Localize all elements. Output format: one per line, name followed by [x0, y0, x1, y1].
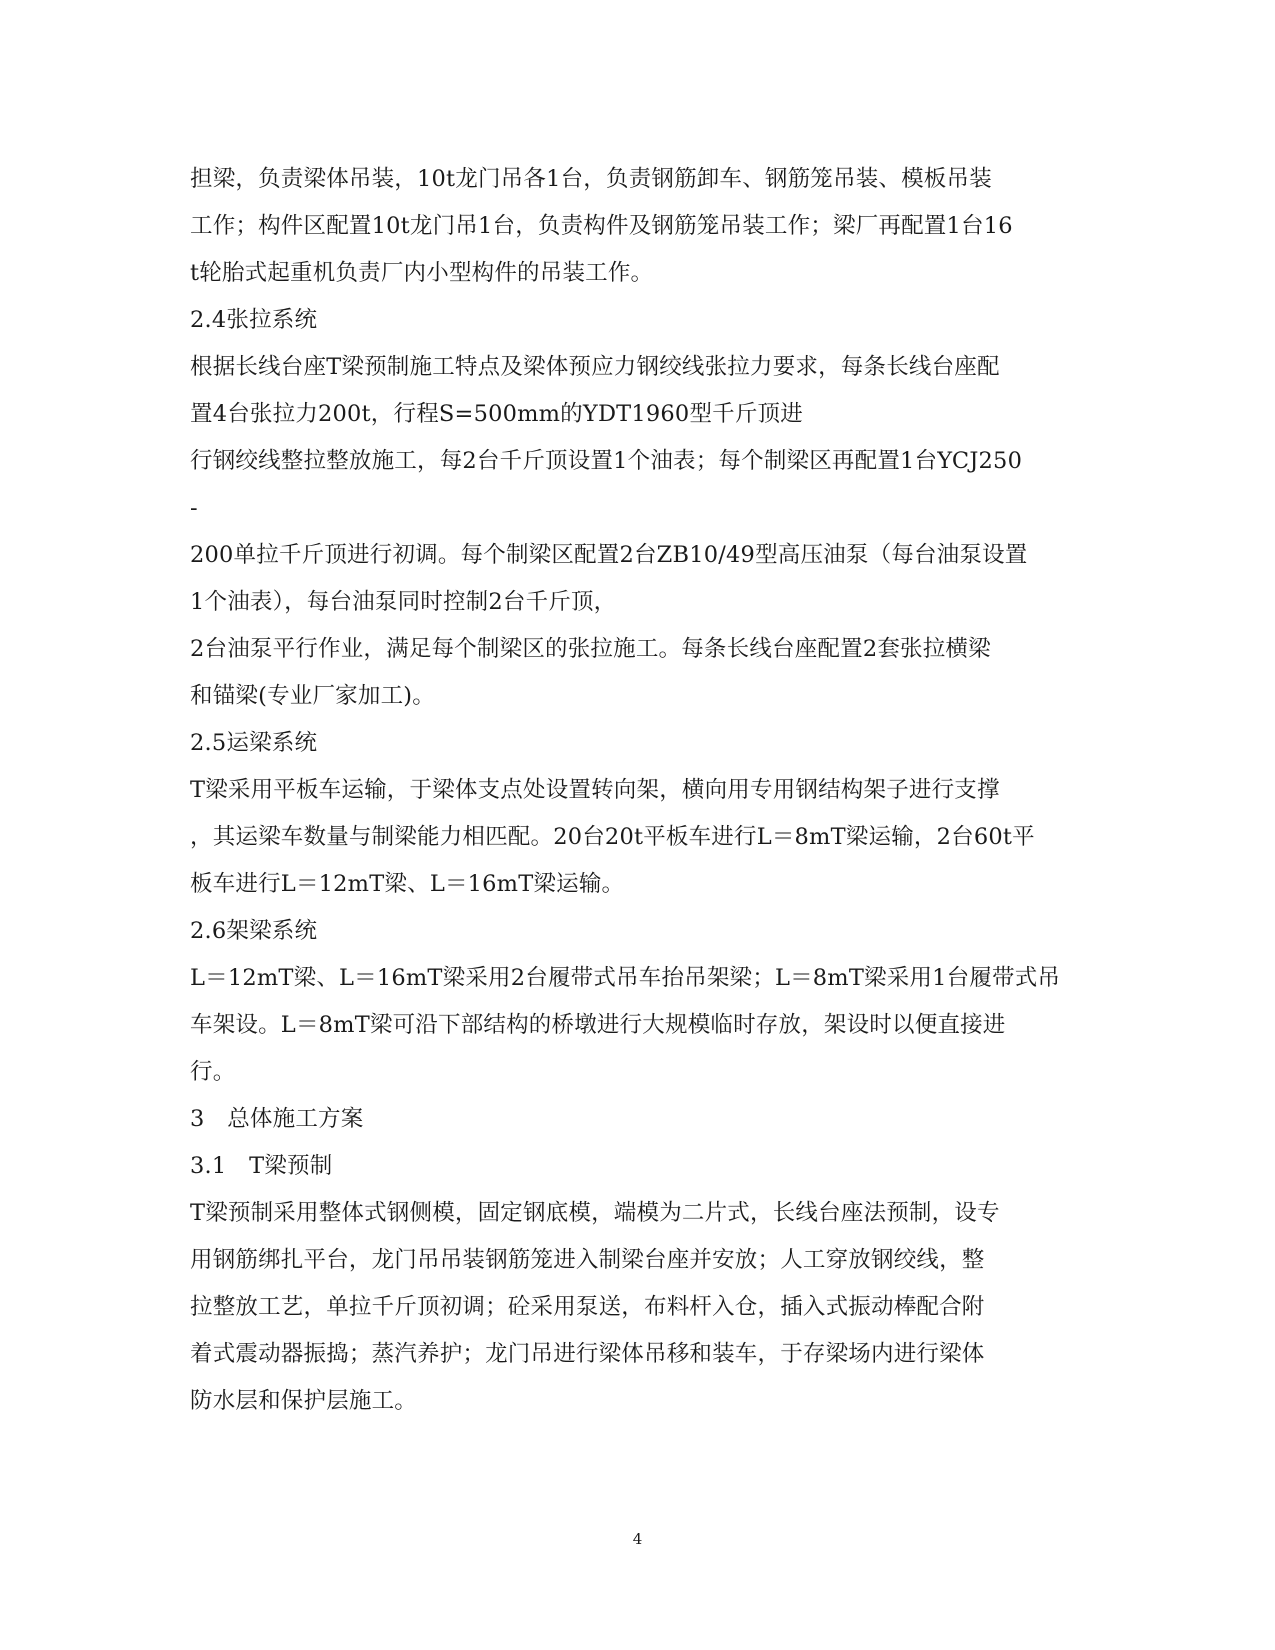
text-line: 拉整放工艺，单拉千斤顶初调；砼采用泵送，布料杆入仓，插入式振动棒配合附 [190, 1294, 985, 1320]
document-body [190, 156, 1090, 1425]
text-line: 1个油表），每台油泵同时控制2台千斤顶， [190, 589, 617, 615]
text-line: 置4台张拉力200t，行程S=500mm的YDT1960型千斤顶进 [190, 401, 803, 427]
text-line: - [190, 495, 198, 521]
section-heading: 3.1 T梁预制 [190, 1153, 333, 1179]
text-line: T梁采用平板车运输，于梁体支点处设置转向架，横向用专用钢结构架子进行支撑 [190, 777, 1000, 803]
section-heading: 2.5运梁系统 [190, 730, 318, 756]
text-line: 着式震动器振捣；蒸汽养护；龙门吊进行梁体吊移和装车，于存梁场内进行梁体 [190, 1341, 985, 1367]
text-line: L＝12mT梁、L＝16mT梁采用2台履带式吊车抬吊架梁；L＝8mT梁采用1台履带式吊 [190, 965, 1061, 991]
text-line: 板车进行L＝12mT梁、L＝16mT梁运输。 [190, 871, 625, 897]
section-heading: 3 总体施工方案 [190, 1106, 364, 1132]
text-line: 2台油泵平行作业，满足每个制梁区的张拉施工。每条长线台座配置2套张拉横梁 [190, 636, 991, 662]
text-line: t轮胎式起重机负责厂内小型构件的吊装工作。 [190, 260, 654, 286]
text-line: 车架设。L＝8mT梁可沿下部结构的桥墩进行大规模临时存放，架设时以便直接进 [190, 1012, 1006, 1038]
page-number: 4 [632, 1530, 643, 1548]
section-heading: 2.4张拉系统 [190, 307, 318, 333]
text-line: 防水层和保护层施工。 [190, 1388, 418, 1414]
text-line: ，其运梁车数量与制梁能力相匹配。20台20t平板车进行L＝8mT梁运输，2台60t平 [190, 824, 1035, 850]
text-line: 行。 [190, 1059, 236, 1085]
text-line: 担梁，负责梁体吊装，10t龙门吊各1台，负责钢筋卸车、钢筋笼吊装、模板吊装 [190, 166, 992, 192]
text-line: 200单拉千斤顶进行初调。每个制梁区配置2台ZB10/49型高压油泵（每台油泵设置 [190, 542, 1028, 568]
text-line: 工作；构件区配置10t龙门吊1台，负责构件及钢筋笼吊装工作；梁厂再配置1台16 [190, 213, 1013, 239]
text-line: T梁预制采用整体式钢侧模，固定钢底模，端模为二片式，长线台座法预制，设专 [190, 1200, 1000, 1226]
text-line: 用钢筋绑扎平台，龙门吊吊装钢筋笼进入制梁台座并安放；人工穿放钢绞线，整 [190, 1247, 985, 1273]
text-line: 根据长线台座T梁预制施工特点及梁体预应力钢绞线张拉力要求，每条长线台座配 [190, 354, 1000, 380]
text-line: 行钢绞线整拉整放施工，每2台千斤顶设置1个油表；每个制梁区再配置1台YCJ250 [190, 448, 1023, 474]
section-heading: 2.6架梁系统 [190, 918, 318, 944]
text-line: 和锚梁(专业厂家加工)。 [190, 683, 435, 709]
